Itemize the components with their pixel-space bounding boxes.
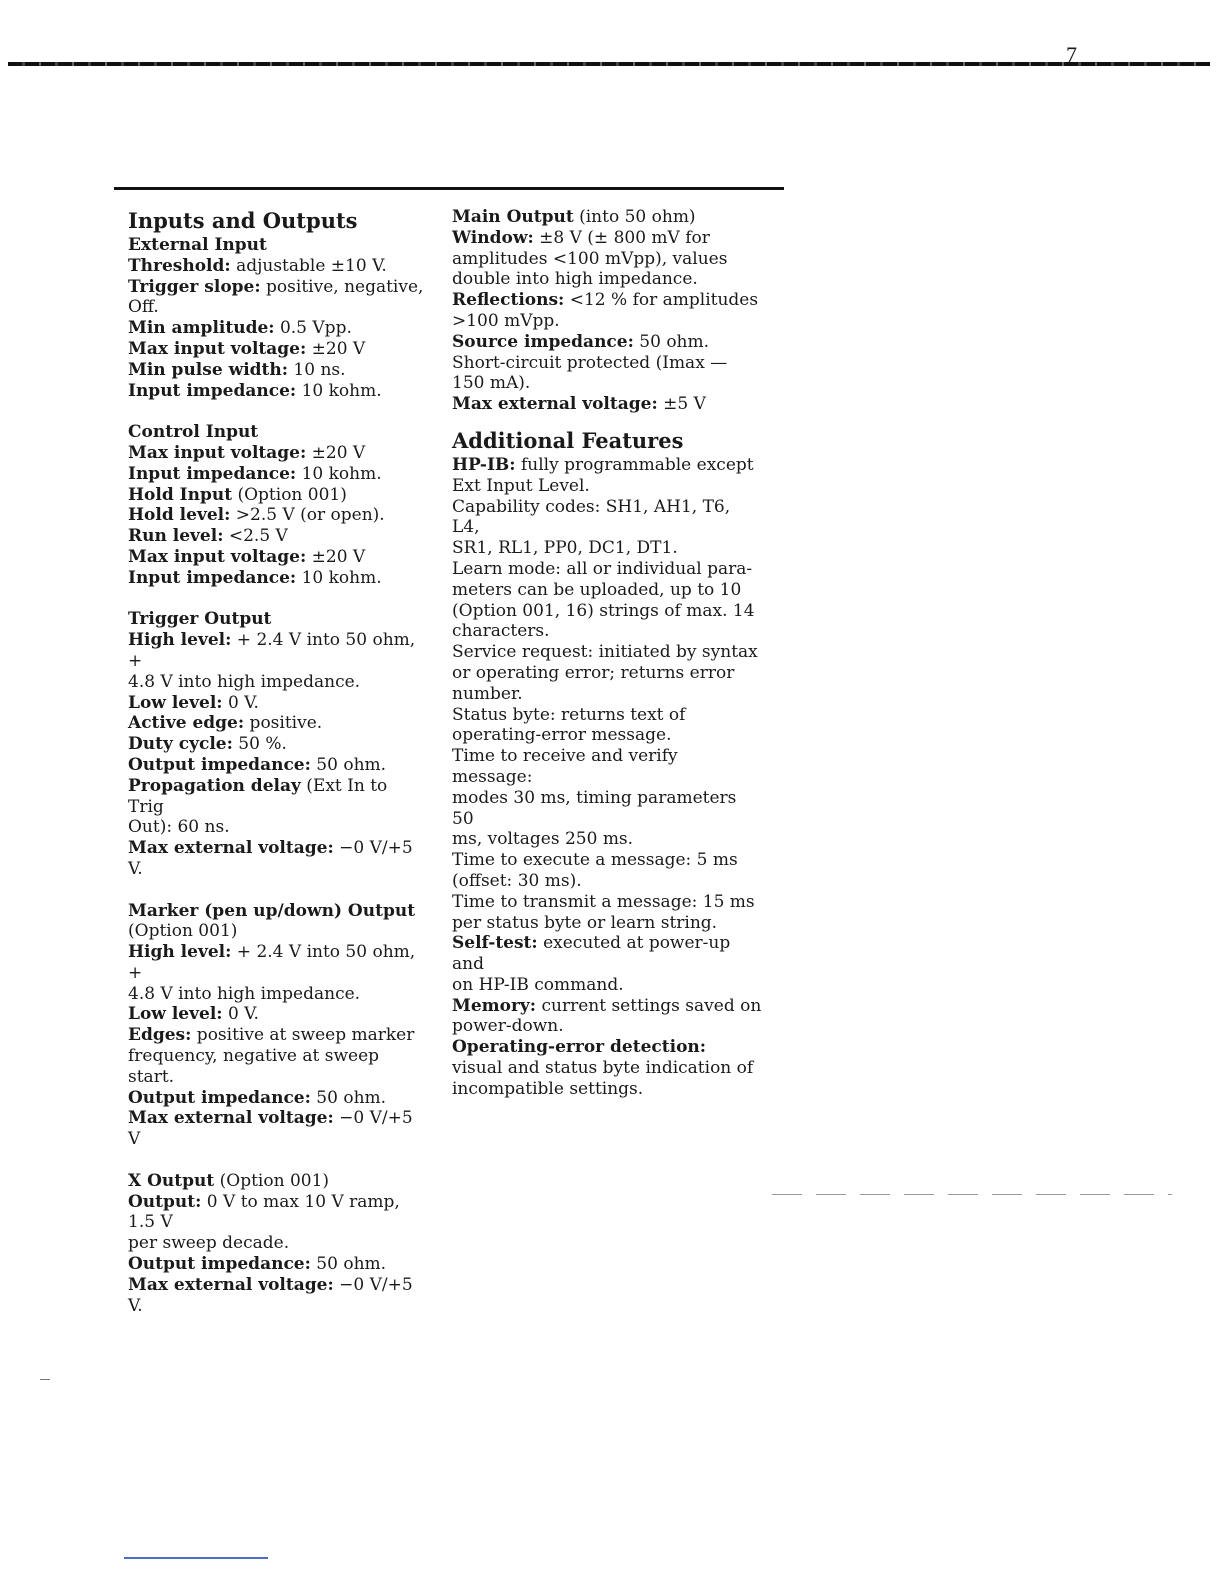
external-input-heading: External Input: [128, 235, 267, 255]
spec-line: Status byte: returns text of: [452, 704, 686, 725]
spec-line: Capability codes: SH1, AH1, T6, L4,: [452, 496, 731, 538]
spec-line: modes 30 ms, timing parameters 50: [452, 787, 737, 829]
spec-line: number.: [452, 683, 523, 704]
spec-line: Run level: <2.5 V: [128, 526, 288, 547]
spec-line: Min amplitude: 0.5 Vpp.: [128, 318, 352, 339]
main-output-heading: Main Output (into 50 ohm): [452, 207, 696, 227]
spec-line: Source impedance: 50 ohm.: [452, 331, 710, 352]
spec-line: meters can be uploaded, up to 10: [452, 579, 742, 600]
spec-line: visual and status byte indication of: [452, 1058, 754, 1079]
spec-line: on HP-IB command.: [452, 974, 624, 995]
spec-line: SR1, RL1, PP0, DC1, DT1.: [452, 538, 678, 559]
scan-artifact: [40, 1379, 50, 1380]
spec-line: Input impedance: 10 kohm.: [128, 380, 382, 401]
spec-line: Off.: [128, 297, 159, 318]
spec-line: Learn mode: all or individual para-: [452, 558, 753, 579]
spec-line: Output impedance: 50 ohm.: [128, 1254, 387, 1275]
spec-line: 4.8 V into high impedance.: [128, 983, 361, 1004]
spec-line: Edges: positive at sweep marker: [128, 1025, 415, 1046]
spec-line: ms, voltages 250 ms.: [452, 829, 634, 850]
spec-line: power-down.: [452, 1016, 564, 1037]
spec-line: Output: 0 V to max 10 V ramp, 1.5 V: [128, 1191, 400, 1233]
trigger-output-heading: Trigger Output: [128, 609, 272, 630]
spec-line: per sweep decade.: [128, 1233, 290, 1254]
spec-line: Self-test: executed at power-up and: [452, 933, 731, 975]
scan-artifact: [772, 1194, 1172, 1195]
spec-line: incompatible settings.: [452, 1078, 644, 1099]
spec-line: Max input voltage: ±20 V: [128, 442, 366, 463]
spec-line: Window: ±8 V (± 800 mV for: [452, 227, 710, 248]
spec-line: Short-circuit protected (Imax —: [452, 352, 728, 373]
spec-line: Output impedance: 50 ohm.: [128, 1087, 387, 1108]
spec-line: (Option 001): [128, 921, 238, 942]
spec-line: Input impedance: 10 kohm.: [128, 567, 382, 588]
footer-link-underline[interactable]: [124, 1557, 268, 1559]
spec-line: Time to transmit a message: 15 ms: [452, 891, 755, 912]
spec-line: Propagation delay (Ext In to Trig: [128, 775, 388, 817]
spec-line: Duty cycle: 50 %.: [128, 734, 287, 755]
spec-line: Reflections: <12 % for amplitudes: [452, 290, 759, 311]
page-number: 7: [1066, 42, 1077, 67]
spec-line: (offset: 30 ms).: [452, 870, 582, 891]
section-title-additional-features: Additional Features: [452, 427, 684, 453]
spec-line: Ext Input Level.: [452, 475, 590, 496]
spec-line: Out): 60 ns.: [128, 817, 230, 838]
spec-line: High level: + 2.4 V into 50 ohm, +: [128, 942, 416, 983]
spec-line: Max external voltage: −0 V/+5 V.: [128, 1274, 413, 1316]
x-output-heading: X Output (Option 001): [128, 1170, 330, 1191]
spec-line: or operating error; returns error: [452, 662, 735, 683]
header-rule: [8, 62, 1210, 66]
spec-line: >100 mVpp.: [452, 310, 560, 331]
spec-line: Memory: current settings saved on: [452, 995, 762, 1016]
spec-line: Active edge: positive.: [128, 713, 323, 734]
spec-line: amplitudes <100 mVpp), values: [452, 248, 728, 269]
spec-line: Time to execute a message: 5 ms: [452, 850, 738, 871]
spec-line: Max external voltage: ±5 V: [452, 394, 706, 415]
spec-line: Max input voltage: ±20 V: [128, 338, 366, 359]
spec-line: Threshold: adjustable ±10 V.: [128, 255, 387, 276]
spec-line: Time to receive and verify message:: [452, 746, 678, 787]
right-column: [452, 207, 762, 1100]
spec-line: 150 mA).: [452, 373, 531, 394]
control-input-heading: Control Input: [128, 422, 259, 443]
spec-line: (Option 001, 16) strings of max. 14: [452, 600, 755, 621]
left-column: [128, 207, 428, 1316]
spec-line: Low level: 0 V.: [128, 1004, 259, 1025]
spec-line: Operating-error detection:: [452, 1037, 707, 1058]
spec-line: double into high impedance.: [452, 269, 698, 290]
spec-line: Input impedance: 10 kohm.: [128, 463, 382, 484]
spec-line: High level: + 2.4 V into 50 ohm, +: [128, 630, 416, 671]
spec-line: per status byte or learn string.: [452, 912, 718, 933]
spec-line: Hold level: >2.5 V (or open).: [128, 505, 385, 526]
spec-line: Max external voltage: −0 V/+5 V: [128, 1108, 413, 1150]
section-title-inputs-outputs: Inputs and Outputs: [128, 208, 358, 233]
spec-line: Output impedance: 50 ohm.: [128, 754, 387, 775]
spec-line: Max input voltage: ±20 V: [128, 546, 366, 567]
spec-line: characters.: [452, 621, 550, 642]
spec-line: Max external voltage: −0 V/+5 V.: [128, 838, 413, 879]
spec-line: Hold Input (Option 001): [128, 484, 347, 505]
section-rule: [114, 187, 784, 190]
spec-line: frequency, negative at sweep start.: [128, 1046, 380, 1087]
spec-line: Min pulse width: 10 ns.: [128, 359, 346, 380]
spec-line: Trigger slope: positive, negative,: [128, 276, 424, 297]
spec-line: Low level: 0 V.: [128, 692, 259, 713]
marker-output-heading: Marker (pen up/down) Output: [128, 900, 416, 921]
spec-line: Service request: initiated by syntax: [452, 642, 758, 663]
spec-line: operating-error message.: [452, 725, 672, 746]
spec-line: HP-IB: fully programmable except: [452, 454, 754, 475]
spec-line: 4.8 V into high impedance.: [128, 671, 361, 692]
